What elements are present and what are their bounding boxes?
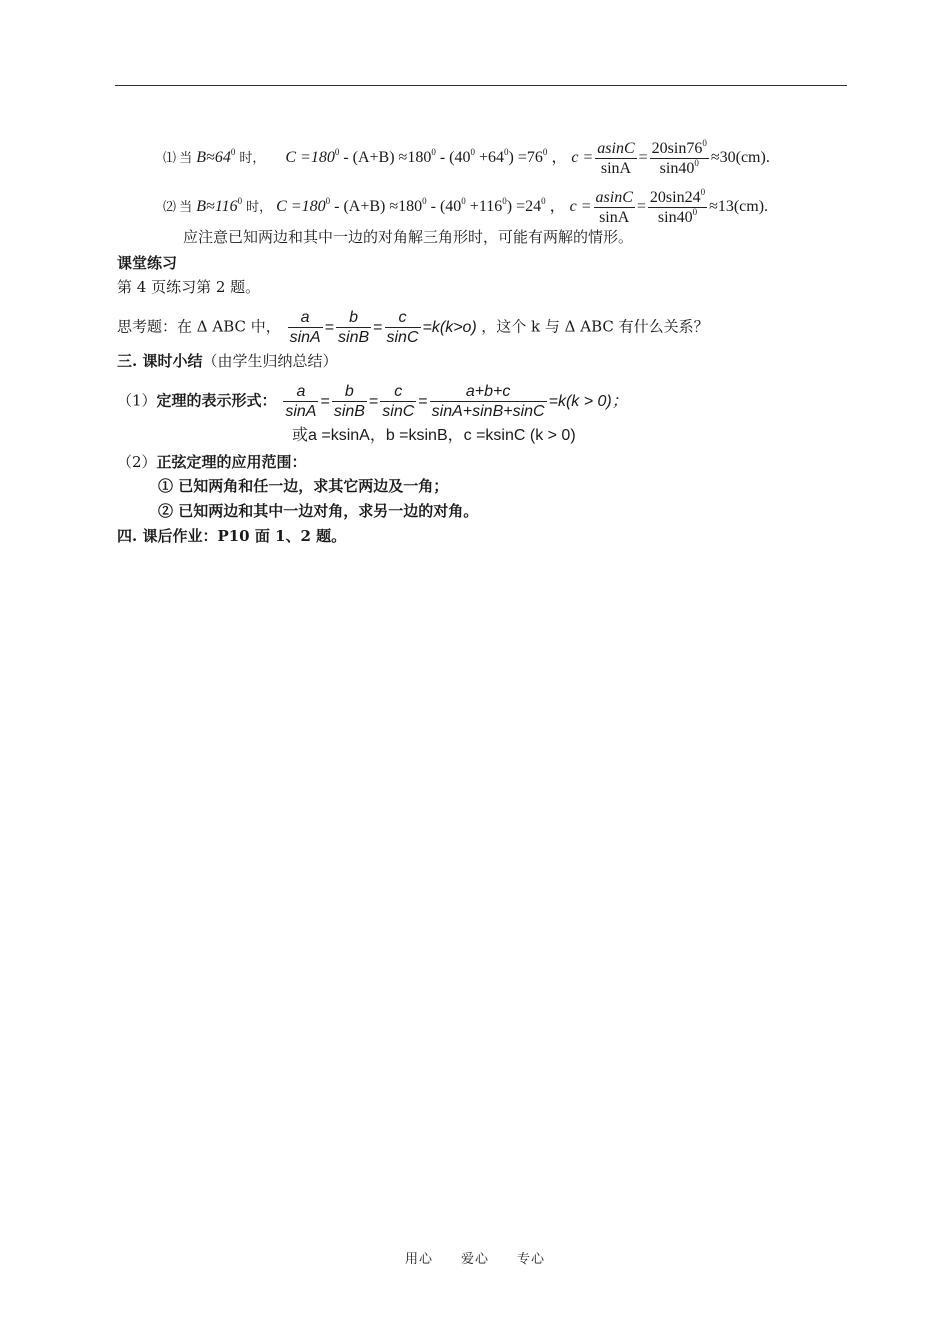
header-rule [115,85,847,86]
scope-item-1: ① 已知两角和任一边，求其它两边及一角； [158,477,449,495]
summary-note: （由学生归纳总结） [202,352,338,370]
practice-heading: 课堂练习 [117,254,178,272]
case-1-condition: B≈64 [196,149,231,167]
page-footer: 用心 爱心 专心 [404,1252,546,1267]
case-2-condition: B≈116 [196,198,238,216]
case-1-label: ⑴ 当 [163,150,193,166]
case-2-angle-c: $C =180^0 - (A+B) \approx 180^0 - (40^0 +116^0) =24^0$ [276,196,546,216]
summary-heading: 三. 课时小结 [117,352,203,370]
case-2-fraction-2: $\frac{20\sin 24^0}{\sin 40^0}$ [649,187,706,226]
think-line: 思考题：在 Δ ABC 中， $\frac{a}{\sin A}$ = $\frac{b}{\sin B}$ = $\frac{c}{\sin C}$ =k(k>o) ，这个 k 与 Δ ABC 有什么关系？ [117,309,709,346]
summary-item-2: （2）正弦定理的应用范围： [117,453,307,471]
scope-item-2: ② 已知两边和其中一边对角，求另一边的对角。 [158,502,479,520]
homework-line: 四. 课后作业：P10 面 1、2 题。 [117,527,347,545]
note-line: 应注意已知两边和其中一边的对角解三角形时，可能有两解的情形。 [183,228,634,246]
case-2-label: ⑵ 当 [163,199,193,215]
case-2-result: ≈13(cm). [709,198,769,216]
summary-item-1: （1）定理的表示形式： $\frac{a}{\sin A}$ = $\frac{b}{\sin B}$ = $\frac{c}{\sin C}$ = $\frac{a+b+c}{\sin A+\sin B+\sin C}$ =k(k > 0)； [117,383,628,420]
case-1-result: ≈30(cm). [710,149,770,167]
case-1-fraction-2: $\frac{20\sin 76^0}{\sin 40^0}$ [651,138,707,177]
case-2-fraction-1: $\frac{asinC}{\sin A}$ [595,189,633,226]
practice-line: 第 4 页练习第 2 题。 [117,278,261,296]
case-1-angle-c: $C =180^0 - (A+B) \approx 180^0 - (40^0 +64^0) =76^0$ [285,147,548,167]
case-1-line: ⑴ 当 $B\approx 64^0$ 时， $C =180^0 - (A+B) \approx 180^0 - (40^0 +64^0) =76^0$ ， c = $\frac{asinC}{\sin A}$ = $\frac{20\sin 76^0}{\sin 40^0}$ ≈30(cm). [163,138,770,177]
case-1-fraction-1: $\frac{asinC}{\sin A}$ [597,140,635,177]
summary-or-line: 或a =ksinA，b =ksinB，c =ksinC (k > 0) [292,427,576,444]
case-2-line: ⑵ 当 $B\approx 116^0$ 时， $C =180^0 - (A+B) \approx 180^0 - (40^0 +116^0) =24^0$ ， c = $\frac{asinC}{\sin A}$ = $\frac{20\sin 24^0}{\sin 40^0}$ ≈13(cm). [163,187,769,226]
triangle-label: Δ ABC 中， [196,317,281,336]
summary-heading-line [117,350,337,372]
